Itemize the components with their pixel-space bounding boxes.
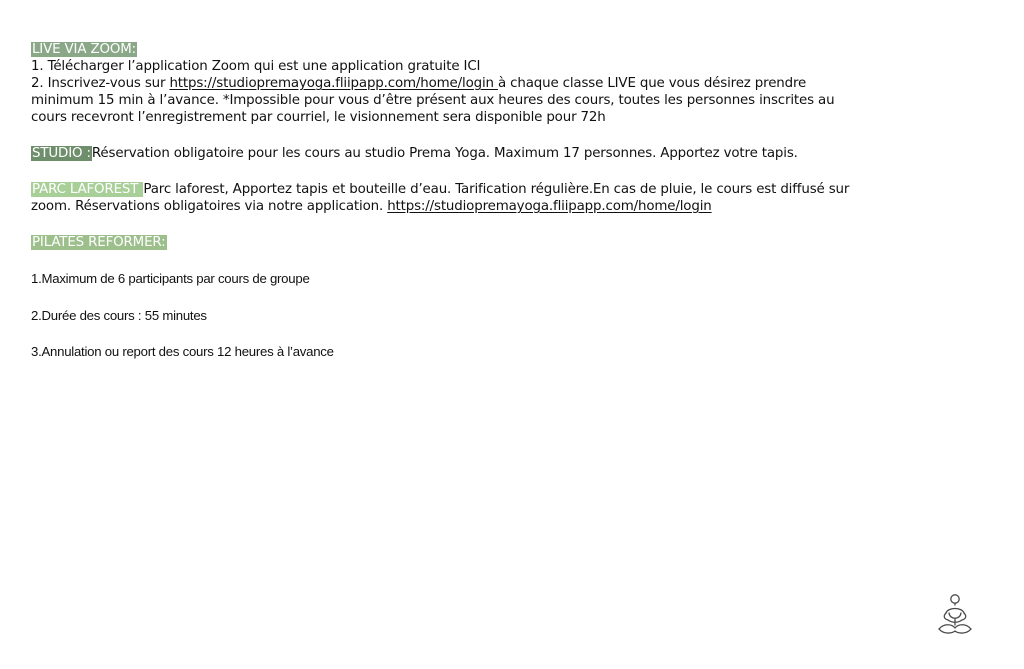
live-zoom-step-1: 1. Télécharger l’application Zoom qui est une application gratuite ICI bbox=[31, 59, 481, 74]
pilates-tag: PILATES REFORMER: bbox=[32, 235, 166, 250]
studio-section bbox=[31, 145, 861, 162]
studio-paragraph bbox=[31, 145, 861, 162]
live-zoom-heading bbox=[31, 41, 861, 58]
list-item: 3.Annulation ou report des cours 12 heures à l’avance bbox=[31, 344, 334, 359]
list-item: 1.Maximum de 6 participants par cours de groupe bbox=[31, 271, 310, 286]
list-item: 2.Durée des cours : 55 minutes bbox=[31, 307, 207, 323]
parc-tag: PARC LAFOREST bbox=[32, 182, 143, 197]
studio-text: Réservation obligatoire pour les cours au studio Prema Yoga. Maximum 17 personnes. Apportez votre tapis. bbox=[91, 146, 798, 161]
parc-login-link[interactable]: https://studiopremayoga.fliipapp.com/home/login bbox=[387, 199, 712, 214]
pilates-heading bbox=[31, 234, 861, 251]
studio-tag: STUDIO : bbox=[32, 146, 91, 161]
parc-text: Parc laforest, Apportez tapis et bouteille d’eau. Tarification régulière.En cas de pluie, le cours est diffusé sur zoom. Réservations obligatoires via notre application. bbox=[31, 182, 850, 214]
live-zoom-section bbox=[31, 41, 861, 126]
live-zoom-step-2-prefix: 2. Inscrivez-vous sur bbox=[31, 76, 170, 91]
parc-paragraph bbox=[31, 181, 861, 215]
live-zoom-step-2 bbox=[31, 75, 861, 126]
pilates-section bbox=[31, 234, 861, 251]
parc-laforest-section bbox=[31, 181, 861, 215]
login-link[interactable]: https://studiopremayoga.fliipapp.com/home/login bbox=[169, 76, 498, 91]
meditation-figure-icon bbox=[932, 592, 978, 642]
live-zoom-step-2-suffix: à chaque classe LIVE que vous désirez prendre minimum 15 min à l’avance. *Impossible pour vous d’être présent aux heures des cours, toutes les personnes inscrites au cours recevront l’enregistrement par courriel, le visionnement sera disponible pour 72h bbox=[31, 76, 835, 125]
live-zoom-tag: LIVE VIA ZOOM: bbox=[32, 42, 137, 57]
pilates-list bbox=[31, 271, 861, 360]
logo bbox=[932, 592, 978, 642]
content bbox=[31, 41, 861, 381]
